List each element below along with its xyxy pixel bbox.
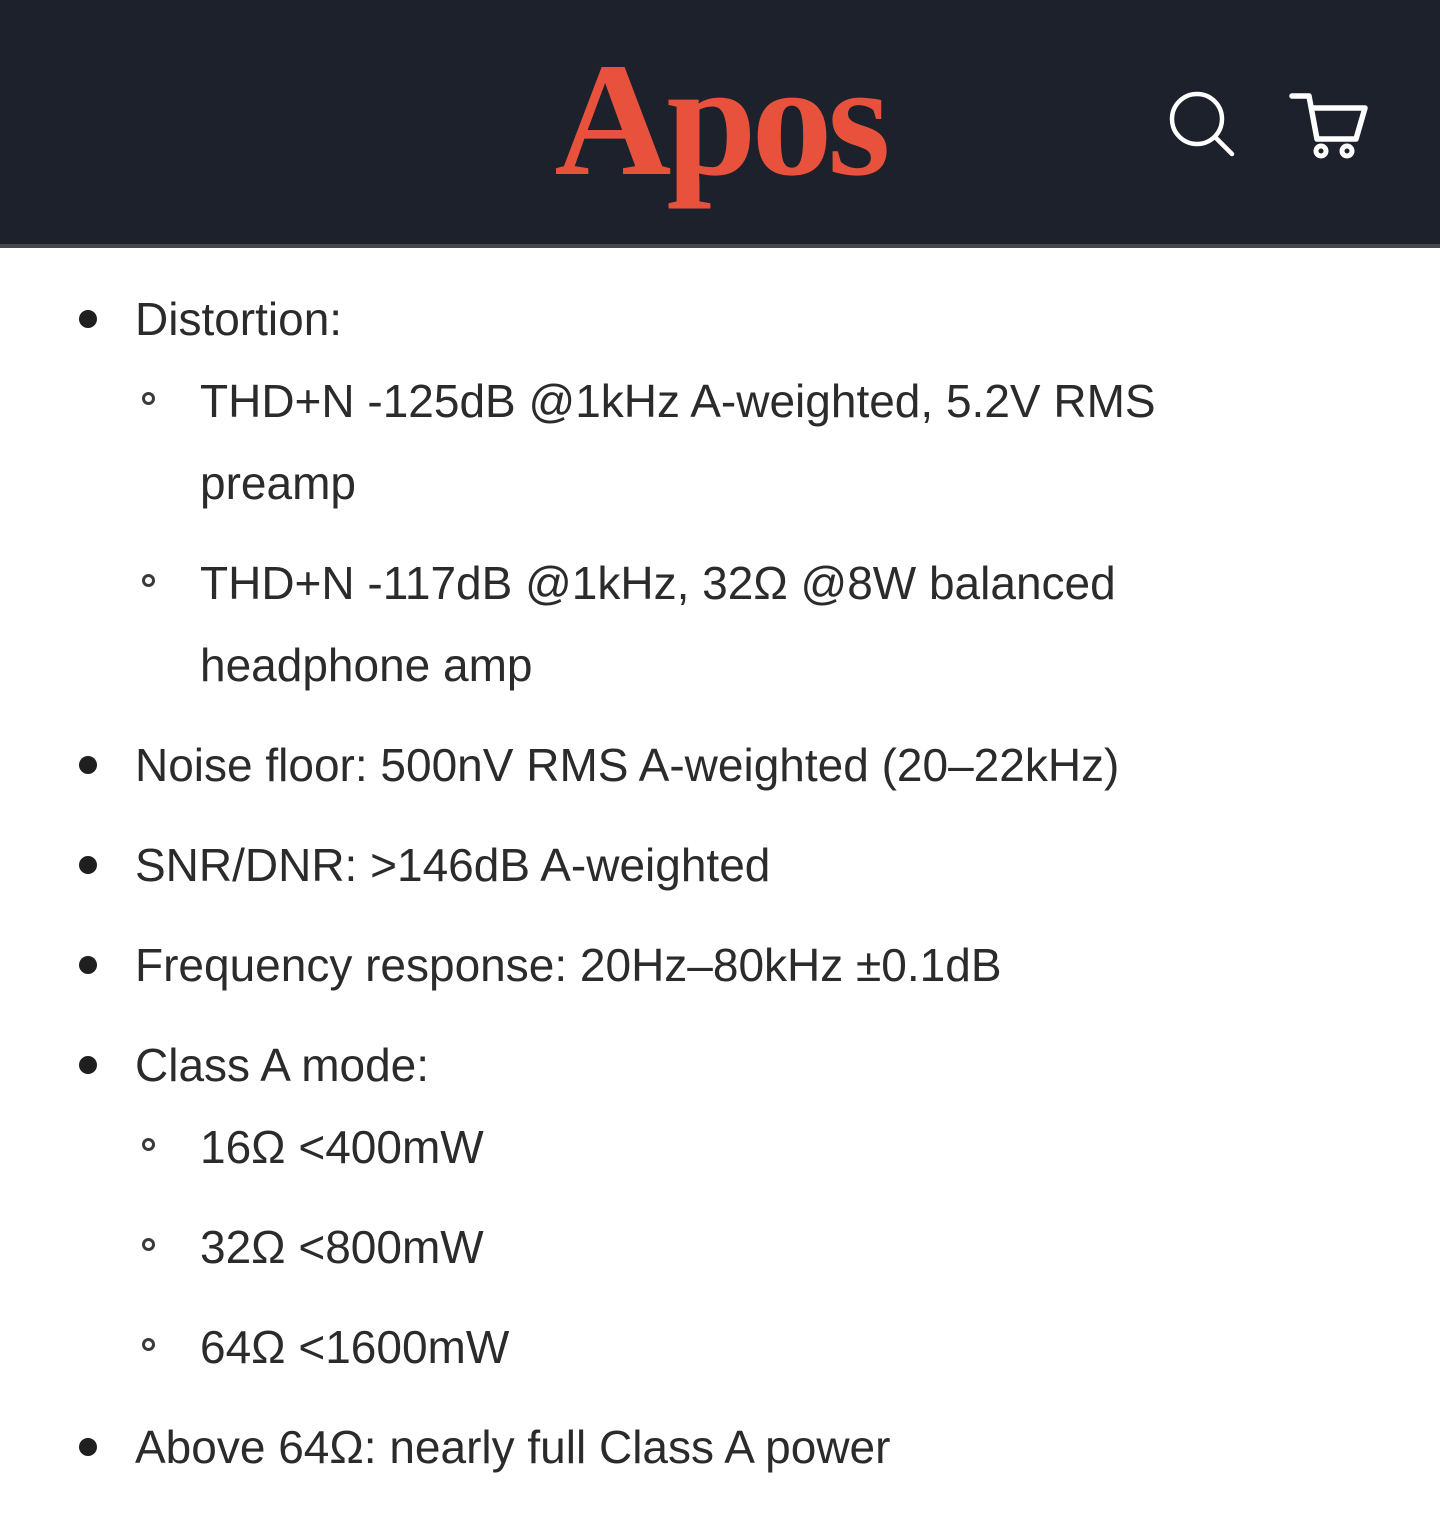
spec-line: 32Ω <800mW (200, 1221, 484, 1273)
spec-line: Class A mode: (135, 1039, 430, 1091)
spec-line: Frequency response: 20Hz–80kHz ±0.1dB (135, 939, 1002, 991)
spec-line: 64Ω <1600mW (200, 1321, 510, 1373)
spec-line: preamp (200, 457, 356, 509)
spec-item (0, 278, 1440, 360)
disc-bullet-icon (79, 756, 97, 774)
spec-item (0, 1306, 1440, 1388)
spec-line: SNR/DNR: >146dB A-weighted (135, 839, 771, 891)
spec-item (0, 542, 1440, 706)
spec-text (135, 278, 1440, 360)
spec-text (200, 1106, 1440, 1188)
circle-bullet-icon (142, 1238, 155, 1251)
search-icon (1166, 89, 1240, 161)
spec-text (135, 724, 1440, 806)
spec-line: Noise floor: 500nV RMS A-weighted (20–22kHz) (135, 739, 1120, 791)
circle-bullet-icon (142, 574, 155, 587)
spec-text (135, 1406, 1440, 1488)
specs-section (0, 248, 1440, 1488)
spec-text (200, 360, 1440, 524)
header (0, 0, 1440, 248)
spec-item (0, 1106, 1440, 1188)
search-button[interactable] (1166, 89, 1240, 161)
spec-item (0, 360, 1440, 524)
spec-text (200, 1306, 1440, 1388)
spec-item (0, 1206, 1440, 1288)
circle-bullet-icon (142, 1138, 155, 1151)
circle-bullet-icon (142, 1338, 155, 1351)
spec-item (0, 1024, 1440, 1106)
spec-item (0, 924, 1440, 1006)
spec-text (200, 542, 1440, 706)
spec-line: THD+N -117dB @1kHz, 32Ω @8W balanced (200, 557, 1116, 609)
spec-text (200, 1206, 1440, 1288)
spec-item (0, 824, 1440, 906)
spec-line: Above 64Ω: nearly full Class A power (135, 1421, 891, 1473)
brand-logo[interactable]: Apos (554, 31, 886, 210)
disc-bullet-icon (79, 856, 97, 874)
disc-bullet-icon (79, 956, 97, 974)
spec-text (135, 824, 1440, 906)
spec-line: headphone amp (200, 639, 533, 691)
cart-icon (1286, 90, 1374, 162)
spec-line: THD+N -125dB @1kHz A-weighted, 5.2V RMS (200, 375, 1156, 427)
disc-bullet-icon (79, 1056, 97, 1074)
circle-bullet-icon (142, 392, 155, 405)
spec-item (0, 1406, 1440, 1488)
spec-text (135, 1024, 1440, 1106)
spec-text (135, 924, 1440, 1006)
disc-bullet-icon (79, 1438, 97, 1456)
spec-line: Distortion: (135, 293, 343, 345)
spec-line: 16Ω <400mW (200, 1121, 484, 1173)
cart-button[interactable] (1286, 90, 1374, 162)
spec-item (0, 724, 1440, 806)
menu-button[interactable] (70, 99, 146, 152)
disc-bullet-icon (79, 310, 97, 328)
